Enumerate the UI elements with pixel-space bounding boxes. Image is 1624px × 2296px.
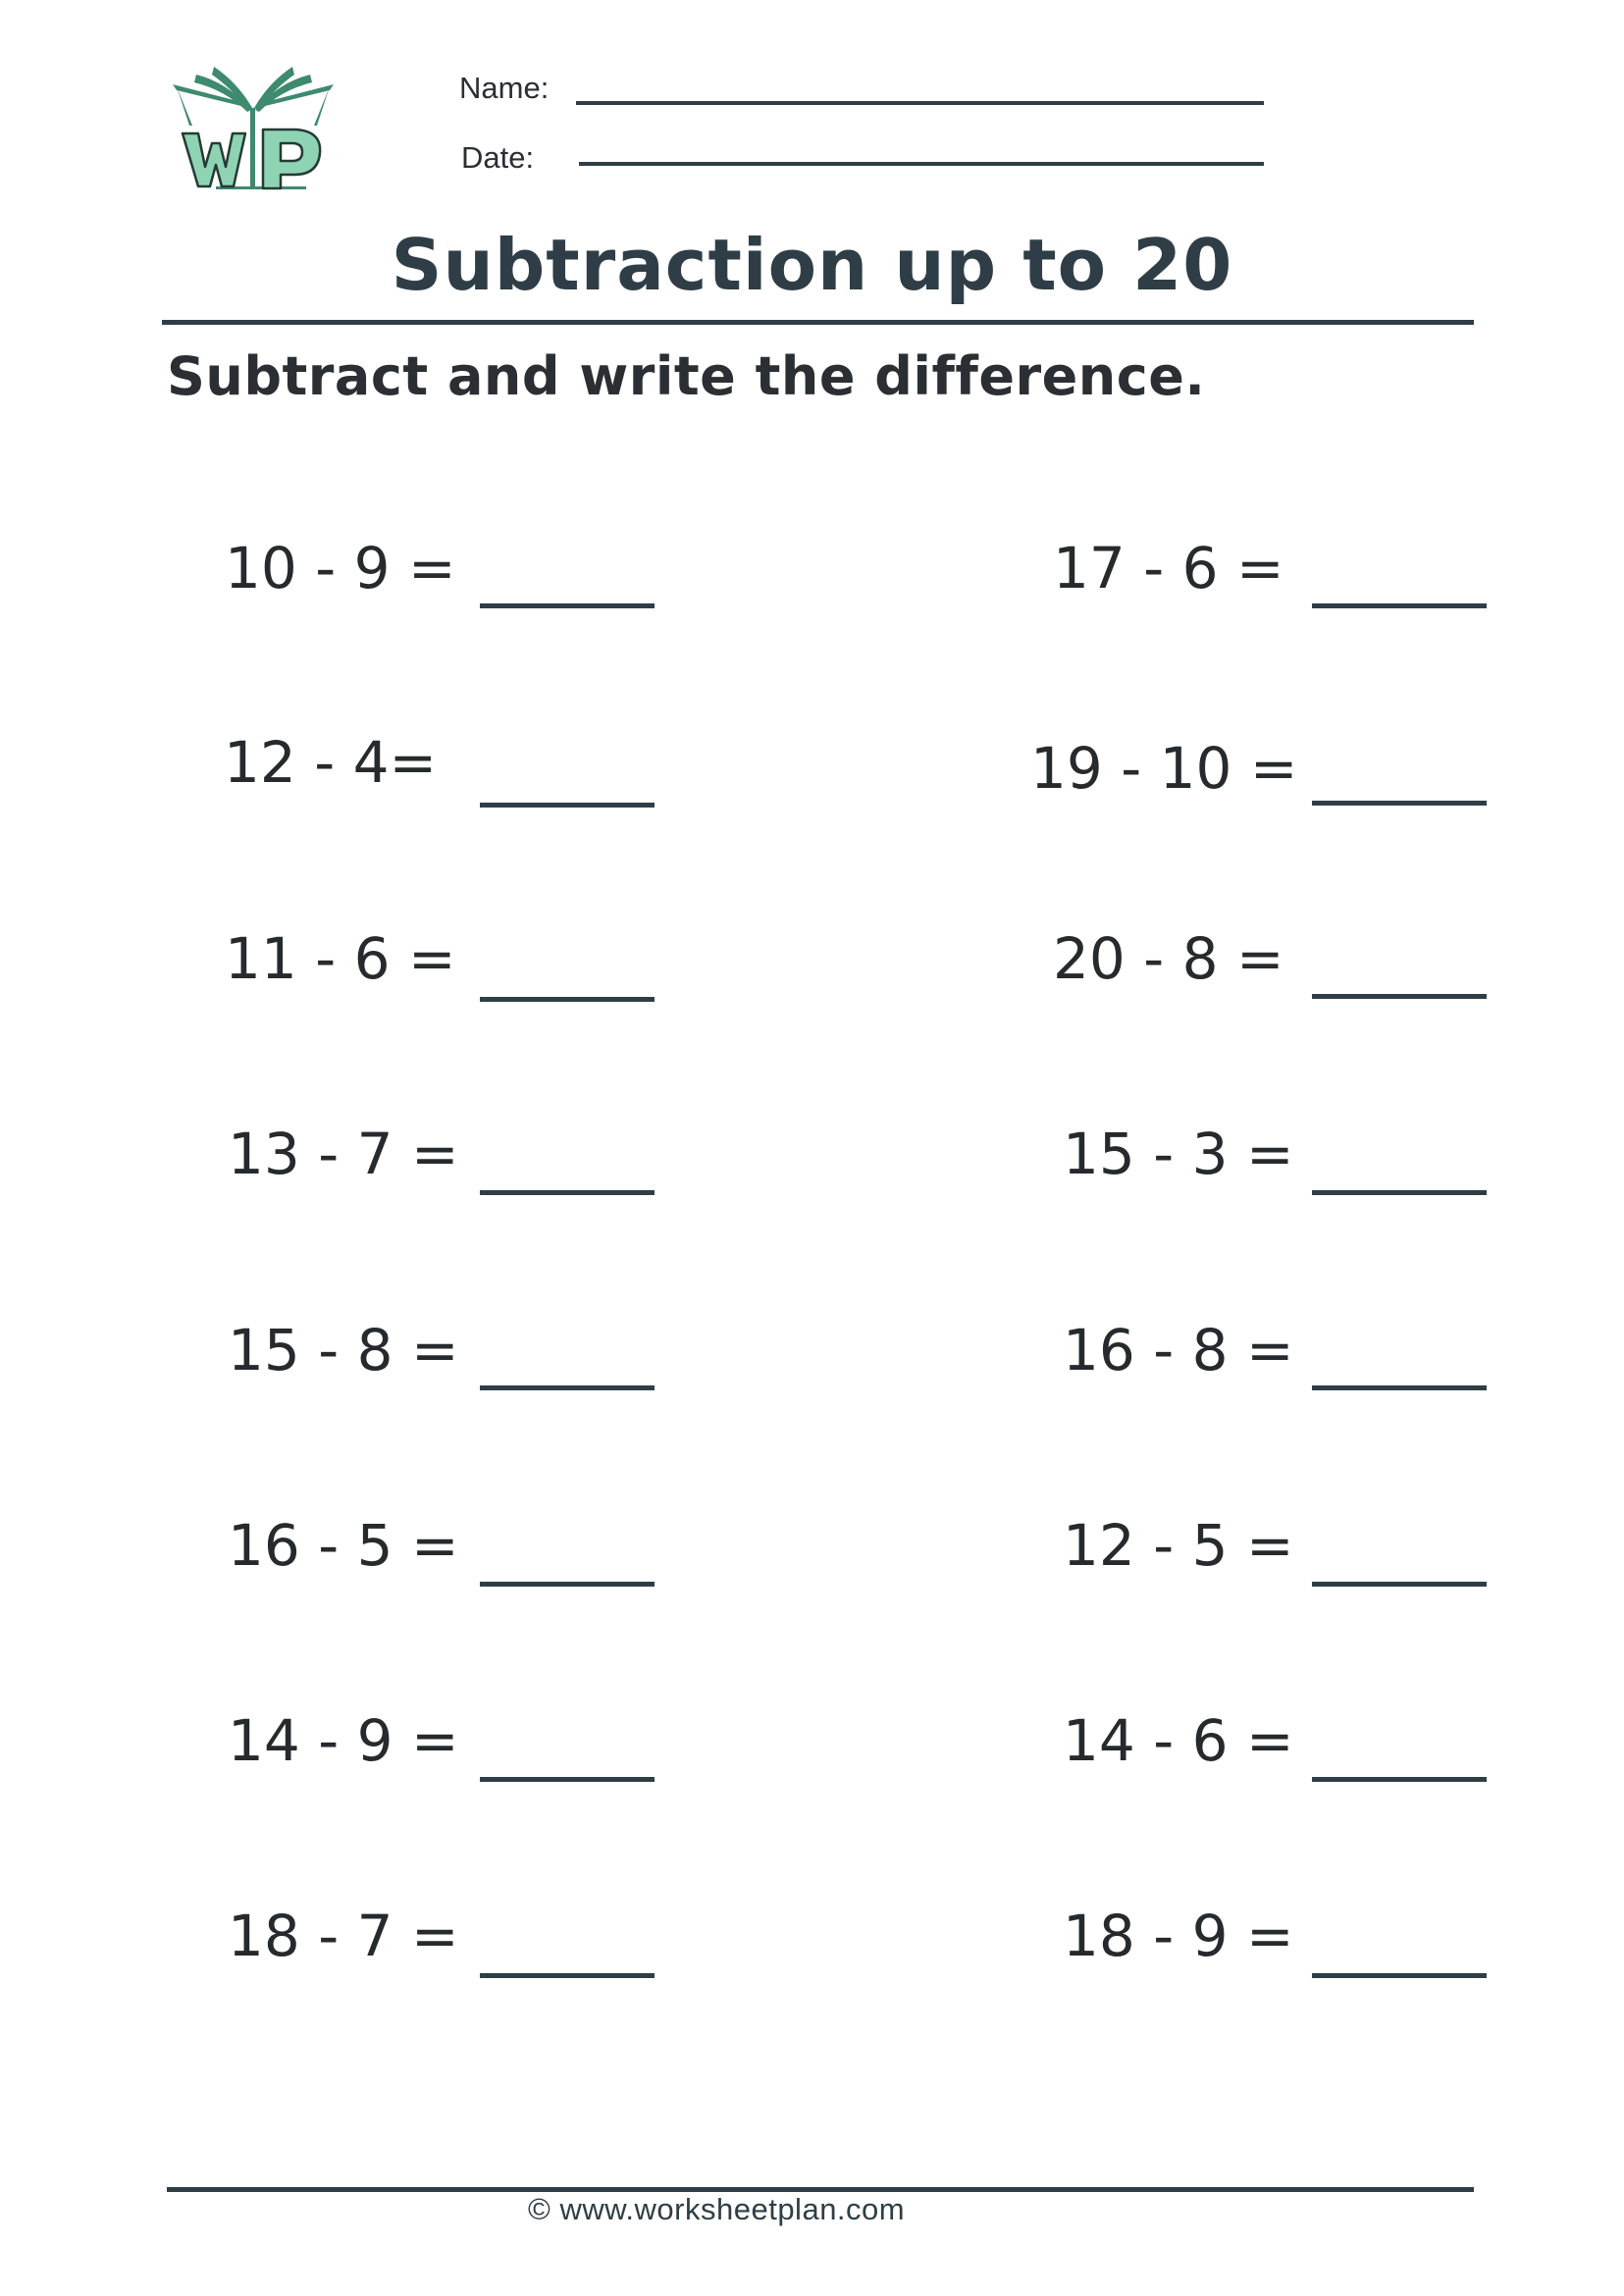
problem-left-2: 12 - 4= <box>224 729 438 796</box>
answer-blank-left-6[interactable] <box>480 1582 655 1587</box>
page-title: Subtraction up to 20 <box>391 224 1233 306</box>
answer-blank-left-1[interactable] <box>480 603 655 608</box>
answer-blank-left-3[interactable] <box>480 997 655 1002</box>
name-label: Name: <box>459 71 550 105</box>
footer <box>528 2192 905 2227</box>
problem-left-7: 14 - 9 = <box>228 1707 459 1774</box>
answer-blank-right-5[interactable] <box>1312 1385 1487 1390</box>
problem-left-4: 13 - 7 = <box>228 1121 459 1187</box>
problem-right-5: 16 - 8 = <box>1063 1317 1294 1383</box>
answer-blank-right-1[interactable] <box>1312 603 1487 608</box>
answer-blank-right-7[interactable] <box>1312 1777 1487 1782</box>
answer-blank-left-7[interactable] <box>480 1777 655 1782</box>
name-field[interactable] <box>576 101 1264 105</box>
problem-right-2: 19 - 10 = <box>1030 735 1298 802</box>
answer-blank-left-4[interactable] <box>480 1190 655 1195</box>
date-label: Date: <box>461 140 535 175</box>
problem-right-1: 17 - 6 = <box>1053 535 1284 601</box>
answer-blank-right-8[interactable] <box>1312 1973 1487 1978</box>
answer-blank-left-8[interactable] <box>480 1973 655 1978</box>
problem-left-3: 11 - 6 = <box>225 925 456 992</box>
answer-blank-right-2[interactable] <box>1312 801 1487 806</box>
problem-right-7: 14 - 6 = <box>1063 1707 1294 1774</box>
title-divider <box>162 320 1474 325</box>
instruction-text: Subtract and write the difference. <box>167 345 1206 407</box>
problem-right-8: 18 - 9 = <box>1063 1903 1294 1969</box>
copyright-icon: © <box>528 2192 551 2226</box>
answer-blank-left-5[interactable] <box>480 1385 655 1390</box>
answer-blank-left-2[interactable] <box>480 803 655 808</box>
footer-url[interactable]: www.worksheetplan.com <box>559 2192 906 2226</box>
problem-left-5: 15 - 8 = <box>228 1317 459 1383</box>
answer-blank-right-3[interactable] <box>1312 994 1487 999</box>
worksheetplan-logo <box>169 65 338 196</box>
problem-right-3: 20 - 8 = <box>1053 925 1284 992</box>
problem-left-6: 16 - 5 = <box>228 1512 459 1579</box>
answer-blank-right-4[interactable] <box>1312 1190 1487 1195</box>
answer-blank-right-6[interactable] <box>1312 1582 1487 1587</box>
open-book-icon <box>169 65 338 196</box>
problem-left-8: 18 - 7 = <box>228 1903 459 1969</box>
date-field[interactable] <box>579 162 1264 166</box>
problem-right-6: 12 - 5 = <box>1063 1512 1294 1579</box>
problem-right-4: 15 - 3 = <box>1063 1121 1294 1187</box>
problem-left-1: 10 - 9 = <box>225 535 456 601</box>
